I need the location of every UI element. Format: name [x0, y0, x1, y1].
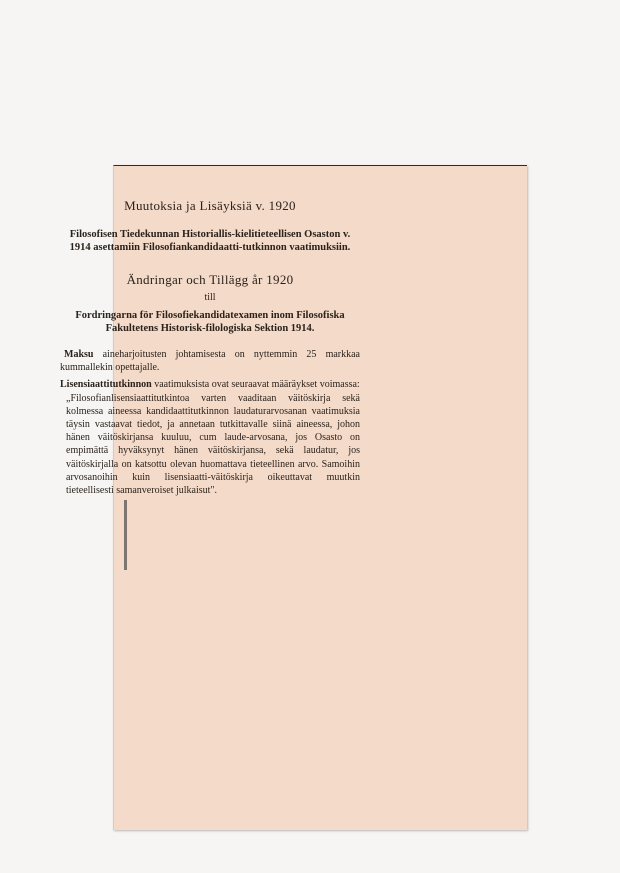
title-finnish: Muutoksia ja Lisäyksiä v. 1920: [124, 198, 296, 213]
licentiate-quote: „Filosofianlisensiaattitutkintoa varten vaaditaan väitöskirja sekä kolmessa aineessa kandidaattitutkinnon laudaturarvosanan vaatimuksia täysin vastaavat tiedot, ja annetaan tutkittavalle siinä aineessa, johon hänen väitöskirjansa kuuluu, cum laude-arvosana, jos Osasto on empimättä hyväksynyt hänen väitöskirjansa, sekä laudatur, jos väitöskirjalla on katsottu olevan huomattava tieteellinen arvo. Samoihin arvosanoihin kuin lisensiaatti-väitöskirja oikeuttavat muutkin tieteellisesti samanveroiset julkaisut".: [66, 392, 360, 497]
title-swedish: Ändringar och Tillägg år 1920: [126, 272, 294, 287]
paragraph-fee-text: aineharjoitusten johtamisesta on nyttemmin 25 markkaa kummallekin opettajalle.: [60, 349, 360, 374]
paragraph-licentiate: [60, 378, 360, 391]
binding-edge: [124, 500, 127, 570]
document-content: [60, 198, 360, 497]
paragraph-licentiate-lead: Lisensiaattitutkinnon: [60, 379, 152, 391]
paragraph-fee: [60, 348, 360, 374]
subtitle-swedish: Fordringarna för Filosofiekandidatexamen inom Filosofiska Fakultetens Historisk-filologiska Sektion 1914.: [75, 310, 345, 334]
paragraph-fee-lead: Maksu: [64, 349, 94, 360]
paragraph-licentiate-text: vaatimuksista ovat seuraavat määräykset voimassa:: [151, 379, 360, 391]
till-word: till: [204, 292, 216, 303]
subtitle-finnish: Filosofisen Tiedekunnan Historiallis-kielitieteellisen Osaston v. 1914 asettamiin Filosofiankandidaatti-tutkinnon vaatimuksiin.: [69, 229, 351, 253]
